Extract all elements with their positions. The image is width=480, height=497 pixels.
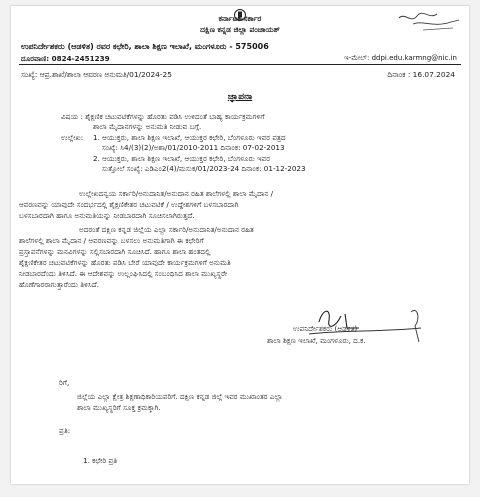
body-para2-line6: ಹೊಣೆಗಾರರಾಗುತ್ತಾರೆಂದು ತಿಳಿಸಿದೆ.: [19, 280, 100, 289]
recipient-line-1: ಜಿಲ್ಲೆಯ ಎಲ್ಲಾ ಕ್ಷೇತ್ರ ಶಿಕ್ಷಣಾಧಿಕಾರಿಯವರಿಗೆ. ದಕ್ಷಿಣ ಕನ್ನಡ ಜಿಲ್ಲೆ ಇವರ ಮುಖಾಂತರ ಎಲ್ಲಾ: [77, 392, 283, 401]
references-label: ಉಲ್ಲೇಖ:: [61, 133, 84, 142]
memo-title: ಜ್ಞಾಪನಾ: [227, 92, 253, 102]
body-para2-line3: ಪ್ರಸ್ತಾವನೆಗಳನ್ನು ಮನವಿಗಳನ್ನು ಸಲ್ಲಿಸಬಾರದಾಗಿ ಸೂಚಿಸಿದೆ. ಹಾಗೂ ಶಾಲಾ ಹಂತದಲ್ಲಿ: [19, 247, 211, 256]
subject-line-1: ವಿಷಯ : ಶೈಕ್ಷಣಿಕ ಚಟುವಟಿಕೆಗಳನ್ನು ಹೊರತು ಪಡಿಸಿ ಉಳಿದಂತೆ ಬಾಹ್ಯ ಕಾರ್ಯಕ್ರಮಗಳಿಗೆ: [61, 112, 265, 121]
body-para1-line2: ಆವರಣವನ್ನು ಯಾವುದೇ ಸಂದರ್ಭದಲ್ಲಿ ಶೈಕ್ಷಣಿಕೇತರ ಚಟುವಟಿಕೆ / ಉದ್ದೇಶಗಳಿಗೆ ಬಳಸಬಾರದಾಗಿ: [19, 200, 239, 209]
signatory-designation: ಉಪನಿರ್ದೇಶಕರು (ಆಡಳಿತ): [293, 324, 358, 333]
recipient-label: ರಿಗೆ,: [59, 378, 70, 387]
signatory-office: ಶಾಲಾ ಶಿಕ್ಷಣ ಇಲಾಖೆ, ಮಂಗಳೂರು, ದ.ಕ.: [267, 336, 366, 345]
subject-line-2: ಶಾಲಾ ಮೈದಾನಗಳನ್ನು ಅನುಮತಿ ನೀಡುವ ಬಗ್ಗೆ.: [93, 122, 202, 131]
body-para2-line4: ಶೈಕ್ಷಣಿಕೇತರ ಚಟುವಟಿಕೆಗಳನ್ನು ಹೊರತು ಪಡಿಸಿ ಬೇರೆ ಯಾವುದೇ ಕಾರ್ಯಕ್ರಮಗಳಿಗೆ ಅನುಮತಿ: [19, 258, 231, 267]
reference-1-line-1: 1. ಆಯುಕ್ತರು, ಶಾಲಾ ಶಿಕ್ಷಣ ಇಲಾಖೆ, ಆಯುಕ್ತರ ಕಛೇರಿ, ಬೆಂಗಳೂರು ಇವರ ಪತ್ರದ: [93, 133, 286, 142]
header-divider: [19, 64, 461, 65]
copy-label: ಪ್ರತಿ:: [59, 426, 71, 435]
memo-document: [11, 6, 469, 484]
body-para2-line5: ನೀಡಬಾರದೆಂದು ತಿಳಿಸಿದೆ. ಈ ಆದೇಶವನ್ನು ಉಲ್ಲಂಘಿಸಿದಲ್ಲಿ ಸಂಬಂಧಿಸಿದ ಶಾಲಾ ಮುಖ್ಯಸ್ಥರೇ: [19, 269, 228, 278]
reference-2-line-2: ಸುತ್ತೋಲೆ ಸಂಖ್ಯೆ: ಎಡಿಎಂ2(4)/ಮಸುಕ/01/2023-24 ದಿನಾಂಕ: 01-12-2023: [102, 164, 306, 173]
reference-2-line-1: 2. ಆಯುಕ್ತರು, ಶಾಲಾ ಶಿಕ್ಷಣ ಇಲಾಖೆ, ಆಯುಕ್ತರ ಕಛೇರಿ, ಬೆಂಗಳೂರು ಇವರ: [93, 154, 271, 163]
body-para1-line1: ಉಲ್ಲೇಖದನ್ವಯ ಸರ್ಕಾರಿ/ಅನುದಾನಿತ/ಅನುದಾನ ರಹಿತ ಶಾಲೆಗಳಲ್ಲಿ ಶಾಲಾ ಮೈದಾನ /: [79, 189, 274, 198]
reference-1-line-2: ಸಂಖ್ಯೆ: ಸಿ4/(3)(2)/ಅಶಾ/01/2010-2011 ದಿನಾಂಕ: 07-02-2013: [102, 143, 285, 152]
body-para1-line3: ಬಳಸಬಾರದಾಗಿ ಹಾಗೂ ಅನುಮತಿಯನ್ನು ನೀಡಬಾರದಾಗಿ ಸೂಚಿಸಲಾಗಿರುತ್ತದೆ.: [19, 211, 195, 220]
phone-number: ದೂರವಾಣಿ: 0824-2451239: [21, 54, 110, 63]
copy-item-1: 1. ಕಛೇರಿ ಪ್ರತಿ: [83, 456, 118, 465]
government-name: ಕರ್ನಾಟಕ ಸರ್ಕಾರ: [218, 14, 262, 23]
reference-number: ಸಂಖ್ಯೆ: ಆಪ್ರ.ಶಾಖೆ/ಶಾಲಾ ಆವರಣ ಅನುಮತಿ/01/2024-25: [21, 70, 172, 79]
body-para2-line1: ಅದರಂತೆ ದಕ್ಷಿಣ ಕನ್ನಡ ಜಿಲ್ಲೆಯ ಎಲ್ಲಾ ಸರ್ಕಾರಿ/ಅನುದಾನಿತ/ಅನುದಾನ ರಹಿತ: [79, 225, 254, 234]
district-panchayat: ದಕ್ಷಿಣ ಕನ್ನಡ ಜಿಲ್ಲಾ ಪಂಚಾಯತ್: [200, 25, 280, 34]
email-address: ಇ-ಮೇಲ್: ddpi.edu.karmng@nic.in: [344, 54, 457, 62]
office-address: ಉಪನಿರ್ದೇಶಕರು (ಆಡಳಿತ) ರವರ ಕಛೇರಿ, ಶಾಲಾ ಶಿಕ್ಷಣ ಇಲಾಖೆ, ಮಂಗಳೂರು - 575006: [21, 42, 269, 51]
recipient-line-2: ಶಾಲಾ ಮುಖ್ಯಸ್ಥರಿಗೆ ಸೂಕ್ತ ಕ್ರಮಕ್ಕಾಗಿ.: [77, 403, 161, 412]
memo-date: ದಿನಾಂಕ : 16.07.2024: [387, 70, 455, 79]
body-para2-line2: ಶಾಲೆಗಳಲ್ಲಿ ಶಾಲಾ ಮೈದಾನ / ಆವರಣವನ್ನು ಬಳಸಲು ಅನುಮತಿಗಾಗಿ ಈ ಕಛೇರಿಗೆ: [19, 236, 204, 245]
